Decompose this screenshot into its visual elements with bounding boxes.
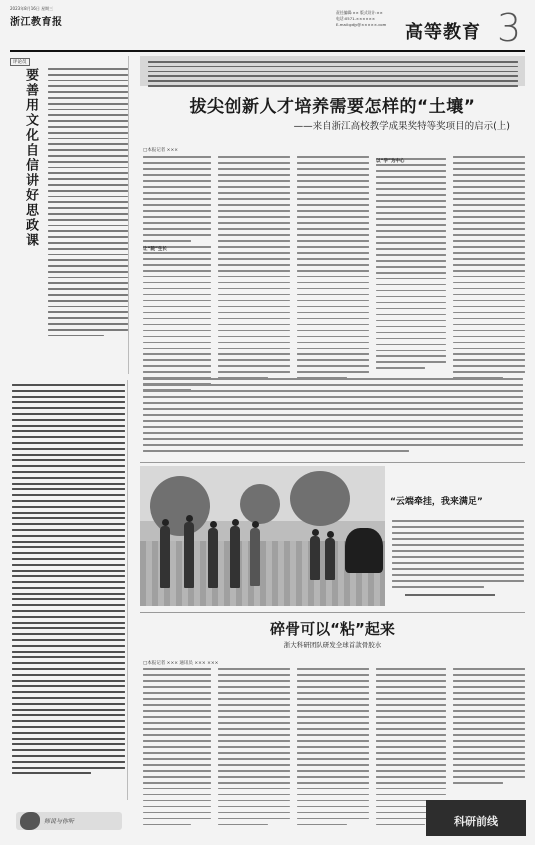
article-column-3 <box>297 668 369 833</box>
photo-caption-body <box>392 520 524 592</box>
feature-column-1 <box>143 156 211 372</box>
news-photo <box>140 466 385 606</box>
section-divider <box>140 612 525 613</box>
editor-line: 电话:0571-×××××× <box>336 16 375 21</box>
feature-continued <box>143 378 523 458</box>
column-tag: 评论员 <box>10 58 30 66</box>
feature-subheadline: ——来自浙江高校教学成果奖特等奖项目的启示(上) <box>293 121 510 132</box>
section-divider <box>140 462 525 463</box>
editor-note <box>140 56 525 86</box>
article-headline: 碎骨可以“粘”起来 <box>270 620 395 638</box>
article-subheadline: 浙大科研团队研发全球首款骨胶水 <box>283 641 382 649</box>
feature-byline: □本报记者 ××× <box>143 148 178 153</box>
newspaper-logo: 浙江教育报 <box>10 17 63 28</box>
photo-credit <box>405 594 495 596</box>
article-column-5 <box>453 668 525 793</box>
section-title: 高等教育 <box>405 22 481 43</box>
commentary-continued <box>10 380 128 800</box>
section-heading: 让“院”生长 <box>143 246 211 248</box>
editor-info <box>336 10 402 28</box>
article-byline: □本报记者 ××× 通讯员 ××× ××× <box>143 661 219 666</box>
masthead-rule <box>10 50 525 52</box>
editor-line: E-mail:gdjy@×××××.com <box>336 22 387 27</box>
editor-line: 责任编辑:×× 版式设计:×× <box>336 10 383 15</box>
feature-column-5 <box>453 156 525 372</box>
page-number: 3 <box>497 6 522 50</box>
corner-label: 师说与你听 <box>44 818 75 825</box>
article-column-2 <box>218 668 290 833</box>
ink-illustration-icon <box>20 812 40 830</box>
commentary-title: 要善用文化自信讲好思政课 <box>23 68 38 248</box>
article-column-1 <box>143 668 211 833</box>
feature-column-3 <box>297 156 369 372</box>
commentary-column <box>10 56 129 374</box>
feature-headline: 拔尖创新人才培养需要怎样的“土壤” <box>189 97 476 117</box>
feature-column-2 <box>218 156 290 372</box>
issue-date: 2023年8月16日 星期三 <box>10 6 54 11</box>
commentary-body <box>48 68 128 368</box>
column-footer <box>10 800 128 838</box>
photographer-silhouette <box>345 528 383 573</box>
badge-label: 科研前线 <box>454 815 498 828</box>
photo-caption-title: “云端牵挂，我来满足” <box>390 497 483 507</box>
section-heading: 以“学”为中心 <box>376 158 446 160</box>
section-badge <box>426 800 526 836</box>
feature-column-4 <box>376 156 446 372</box>
